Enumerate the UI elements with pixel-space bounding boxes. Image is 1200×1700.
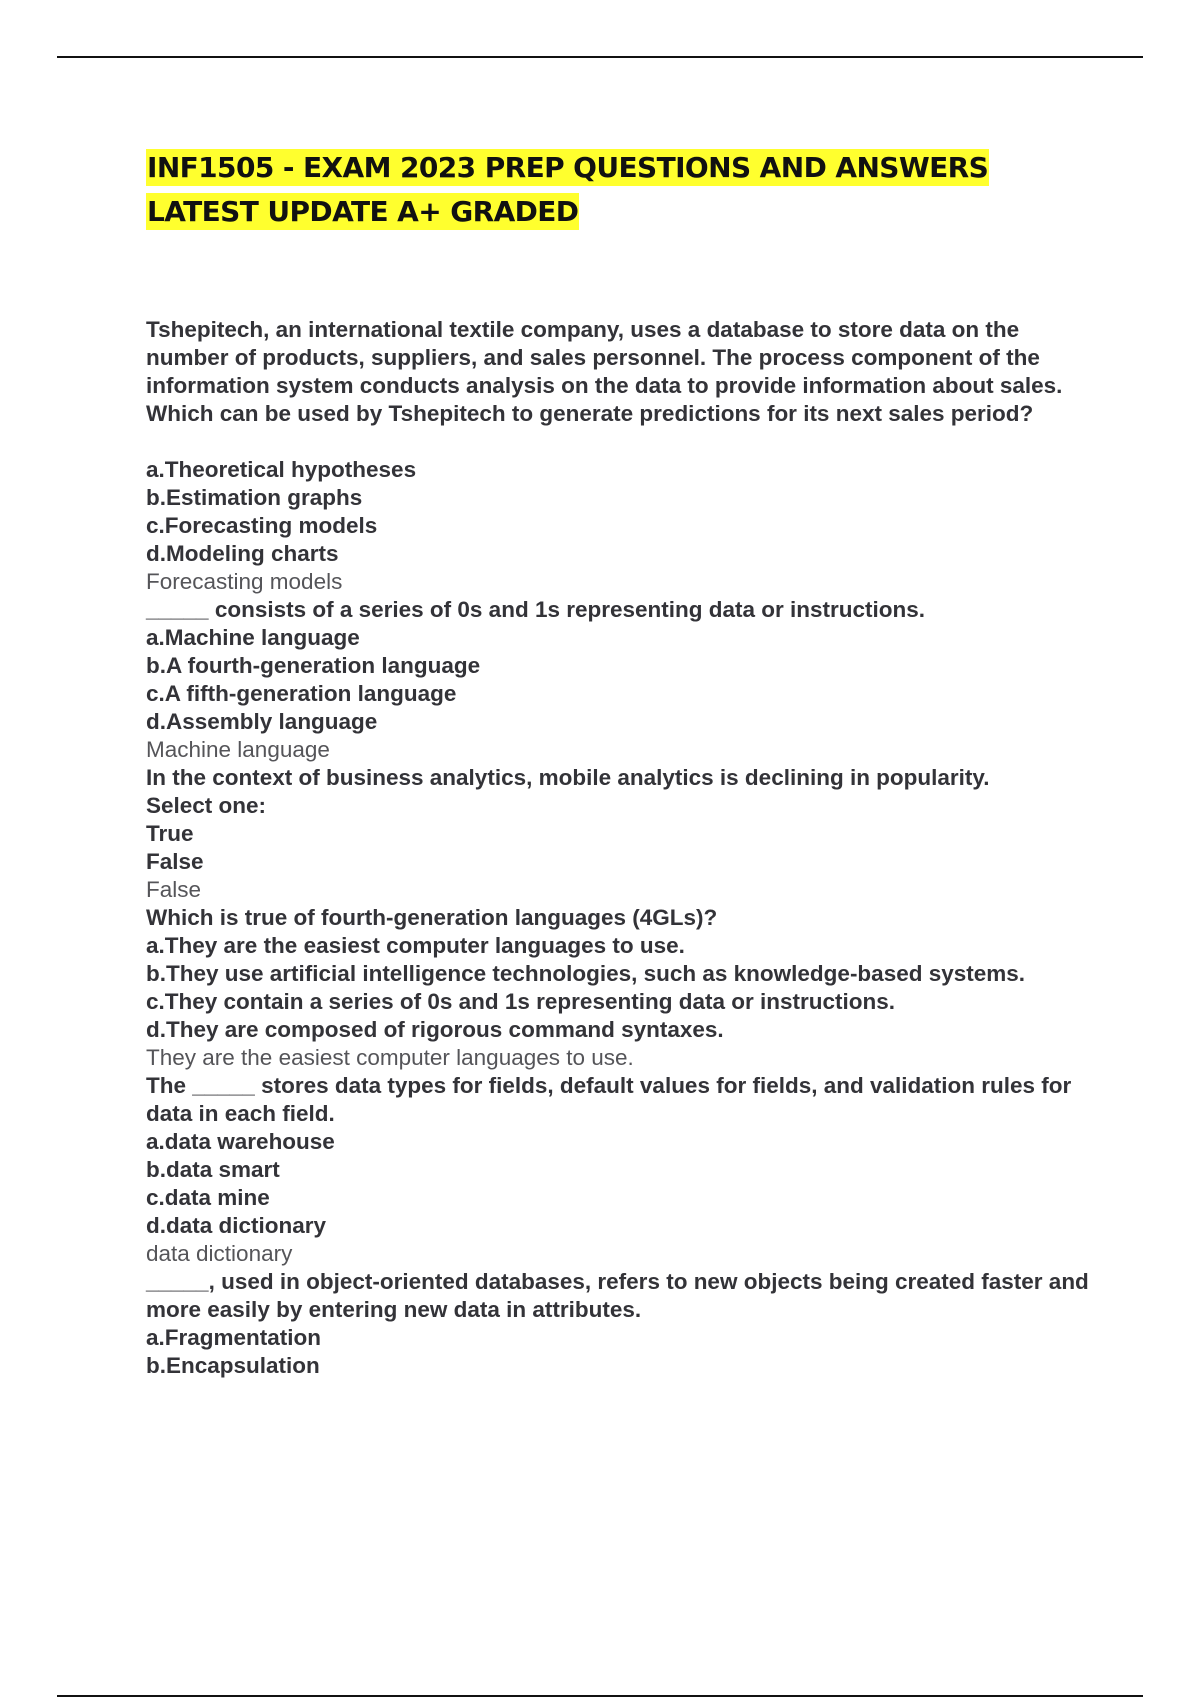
question-text: Tshepitech, an international textile company, uses a database to store data on the number of products, suppliers, and sales personnel. The process component of the information system conducts analysis on the data to provide information about sales. Which can be used by Tshepitech to generate predictions for its next sales period? [146, 317, 1063, 426]
title-line-1: INF1505 - EXAM 2023 PREP QUESTIONS AND ANSWERS [147, 151, 989, 184]
correct-answer: False [146, 877, 202, 902]
correct-answer: Machine language [146, 737, 330, 762]
correct-answer: Forecasting models [146, 569, 343, 594]
bottom-rule [57, 1695, 1143, 1697]
top-rule [57, 56, 1143, 58]
question-text: In the context of business analytics, mobile analytics is declining in popularity. [146, 765, 990, 790]
answer-option: a.data warehouse [146, 1129, 335, 1154]
question-text: _____, used in object-oriented databases, refers to new objects being created faster and more easily by entering new data in attributes. [146, 1269, 1089, 1322]
questions-list [146, 316, 1096, 1380]
answer-option: b.Estimation graphs [146, 485, 363, 510]
answer-option: b.Encapsulation [146, 1353, 320, 1378]
answer-option: a.Machine language [146, 625, 360, 650]
answer-option: b.They use artificial intelligence technologies, such as knowledge-based systems. [146, 961, 1026, 986]
answer-option: d.Modeling charts [146, 541, 339, 566]
answer-option: d.Assembly language [146, 709, 378, 734]
answer-option: b.data smart [146, 1157, 280, 1182]
answer-option: c.Forecasting models [146, 513, 378, 538]
document-title [146, 146, 1046, 234]
correct-answer: data dictionary [146, 1241, 293, 1266]
title-line-2: LATEST UPDATE A+ GRADED [147, 195, 579, 228]
correct-answer: They are the easiest computer languages to use. [146, 1045, 634, 1070]
answer-option: a.Theoretical hypotheses [146, 457, 417, 482]
answer-option: a.Fragmentation [146, 1325, 322, 1350]
answer-option: False [146, 849, 204, 874]
answer-option: Select one: [146, 793, 267, 818]
answer-option: a.They are the easiest computer languages to use. [146, 933, 685, 958]
question-text: _____ consists of a series of 0s and 1s representing data or instructions. [146, 597, 926, 622]
answer-option: c.They contain a series of 0s and 1s representing data or instructions. [146, 989, 895, 1014]
answer-option: d.They are composed of rigorous command syntaxes. [146, 1017, 724, 1042]
answer-option: d.data dictionary [146, 1213, 327, 1238]
question-text: The _____ stores data types for fields, default values for fields, and validation rules for data in each field. [146, 1073, 1072, 1126]
answer-option: c.data mine [146, 1185, 270, 1210]
question-text: Which is true of fourth-generation languages (4GLs)? [146, 905, 718, 930]
answer-option: True [146, 821, 194, 846]
answer-option: b.A fourth-generation language [146, 653, 481, 678]
answer-option: c.A fifth-generation language [146, 681, 457, 706]
